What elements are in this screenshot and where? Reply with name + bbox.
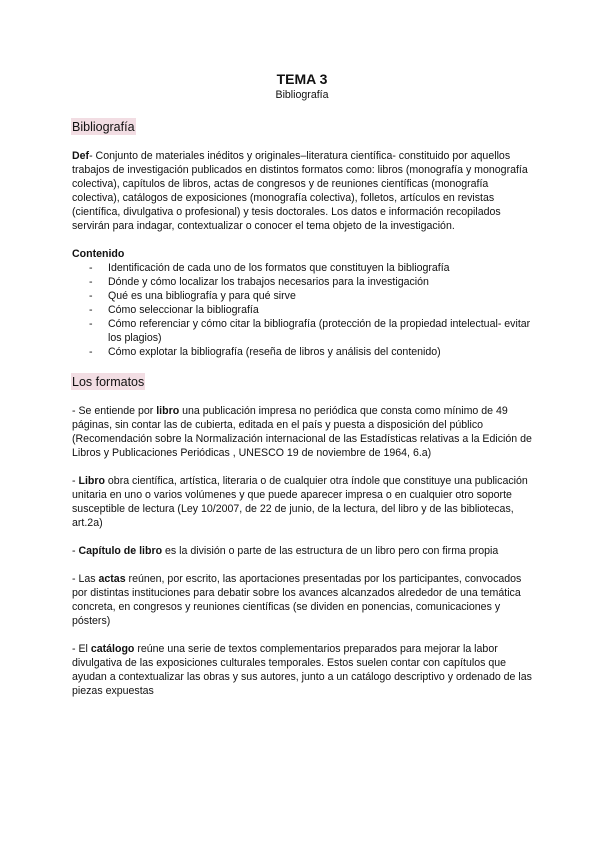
definition-paragraph <box>72 149 532 233</box>
paragraph-text: una publicación impresa no periódica que consta como mínimo de 49 páginas, sin contar las de cubierta, editada en el país y puesta a disposición del público (Recomendación sobre la Normalización internacional de las Estadísticas relativas a la Edición de Libros y Publicaciones Periódicas , UNESCO 19 de noviembre de 1964, 6.a) <box>72 405 532 459</box>
list-item <box>72 345 532 359</box>
paragraph-text: - <box>72 475 79 487</box>
dash-bullet: - <box>89 276 93 288</box>
dash-bullet: - <box>89 318 93 330</box>
list-item-text: Cómo referenciar y cómo citar la bibliografía (protección de la propiedad intelectual- evitar los plagios) <box>108 318 531 344</box>
formato-paragraph-libro-definicion <box>72 404 532 460</box>
term-bold: actas <box>98 573 126 585</box>
formato-paragraph-libro-ley <box>72 474 532 530</box>
term-bold: Libro <box>78 475 105 487</box>
term-bold: Capítulo de libro <box>78 545 163 557</box>
list-item-text: Cómo explotar la bibliografía (reseña de libros y análisis del contenido) <box>108 346 441 358</box>
contenido-list <box>72 261 532 359</box>
document-title: TEMA 3 <box>276 71 328 87</box>
term-bold: catálogo <box>90 643 135 655</box>
paragraph-text: es la división o parte de las estructura de un libro pero con firma propia <box>162 545 499 557</box>
document-subtitle: Bibliografía <box>275 89 329 101</box>
formato-paragraph-actas <box>72 572 532 628</box>
definition-text: - Conjunto de materiales inéditos y originales–literatura científica- constituido por aquellos trabajos de investigación publicados en distintos formatos como: libros (monografía y monografía colectiva), capítulos de libros, actas de congresos y de reuniones científicas (monografía colectiva), catálogos de exposiciones (monografía colectiva), folletos, artículos en revistas (científica, divulgativa o profesional) y tesis doctorales. Los datos e información recopilados servirán para indagar, contextualizar o conocer el tema objeto de la investigación. <box>72 150 528 232</box>
dash-bullet: - <box>89 304 93 316</box>
paragraph-text: - Se entiende por <box>72 405 157 417</box>
list-item <box>72 261 532 275</box>
document-page <box>72 70 532 712</box>
dash-bullet: - <box>89 290 93 302</box>
paragraph-text: - Las <box>72 573 99 585</box>
paragraph-text: reúnen, por escrito, las aportaciones presentadas por los participantes, convocados por distintas instituciones para debatir sobre los avances alcanzados alrededor de una temática concreta, en congresos y reuniones científicas (se dividen en ponencias, comunicaciones y pósters) <box>72 573 522 627</box>
dash-bullet: - <box>89 262 93 274</box>
list-item <box>72 317 532 345</box>
paragraph-text: - <box>72 545 79 557</box>
formato-paragraph-catalogo <box>72 642 532 698</box>
paragraph-text: - El <box>72 643 91 655</box>
section-heading-formatos: Los formatos <box>72 375 145 389</box>
list-item-text: Identificación de cada uno de los formatos que constituyen la bibliografía <box>108 262 450 274</box>
list-item <box>72 303 532 317</box>
paragraph-text: obra científica, artística, literaria o de cualquier otra índole que constituye una publicación unitaria en uno o varios volúmenes y que puede aparecer impresa o en cualquier otro soporte susceptible de lectura (Ley 10/2007, de 22 de junio, de la lectura, del libro y de las bibliotecas, art.2a) <box>72 475 528 529</box>
list-item-text: Qué es una bibliografía y para qué sirve <box>108 290 296 302</box>
list-item <box>72 289 532 303</box>
contenido-heading: Contenido <box>72 248 125 260</box>
dash-bullet: - <box>89 346 93 358</box>
section-heading-bibliografia: Bibliografía <box>72 120 135 134</box>
paragraph-text: reúne una serie de textos complementarios preparados para mejorar la labor divulgativa de las exposiciones culturales temporales. Estos suelen contar con capítulos que ayudan a contextualizar las obras y sus autores, junto a un catálogo descriptivo y ordenado de las piezas expuestas <box>72 643 532 697</box>
term-bold: libro <box>156 405 180 417</box>
list-item-text: Dónde y cómo localizar los trabajos necesarios para la investigación <box>108 276 429 288</box>
formato-paragraph-capitulo <box>72 544 532 558</box>
definition-label: Def <box>72 150 90 162</box>
list-item <box>72 275 532 289</box>
list-item-text: Cómo seleccionar la bibliografía <box>108 304 259 316</box>
